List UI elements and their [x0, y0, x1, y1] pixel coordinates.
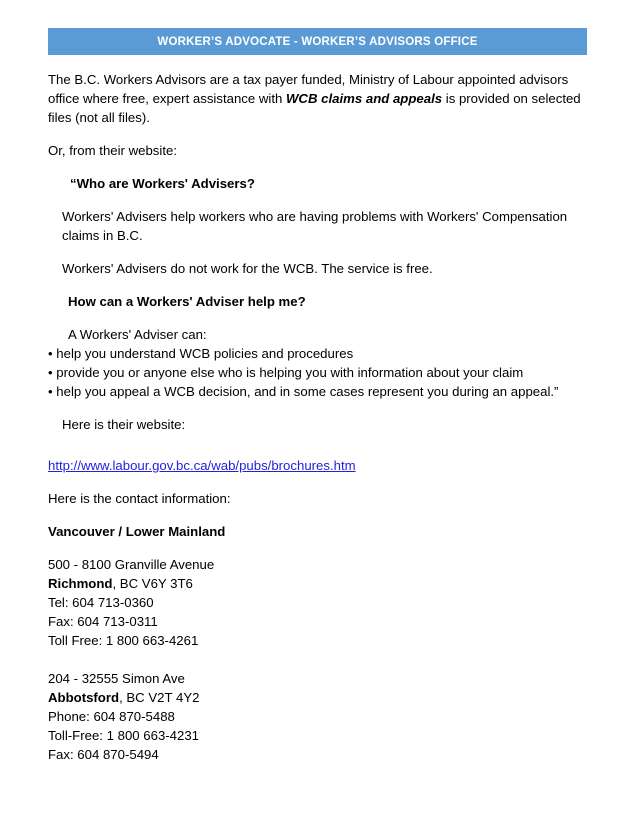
office-address-block: [48, 555, 593, 650]
office-city-rest: , BC V2T 4Y2: [119, 690, 200, 705]
intro-text-part1: The B.C. Workers Advisors are a tax payer funded, Ministry of Labour appointed advisors office where free, expert assistance with: [48, 72, 569, 106]
website-link[interactable]: http://www.labour.gov.bc.ca/wab/pubs/brochures.htm: [48, 458, 356, 473]
office-phone-fax: Fax: 604 713-0311: [48, 614, 158, 629]
office-city: Richmond: [48, 576, 113, 591]
office-phone-fax: Fax: 604 870-5494: [48, 747, 159, 762]
office-city-rest: , BC V6Y 3T6: [112, 576, 193, 591]
quote-heading-how: How can a Workers' Adviser help me?: [68, 294, 306, 309]
office-phone-tollfree: Toll-Free: 1 800 663-4231: [48, 728, 200, 743]
office-address-block: [48, 669, 593, 764]
office-city: Abbotsford: [48, 690, 120, 705]
office-phone-tel: Tel: 604 713-0360: [48, 595, 154, 610]
office-street: 500 - 8100 Granville Avenue: [48, 557, 215, 572]
intro-paragraph: [48, 70, 593, 127]
section-banner: [48, 28, 587, 55]
banner-title: WORKER’S ADVOCATE - WORKER’S ADVISORS OFFICE: [157, 35, 478, 48]
website-here-paragraph: Here is their website:: [62, 417, 186, 432]
office-city-line: [48, 688, 593, 707]
office-city-line: [48, 574, 593, 593]
list-item: • provide you or anyone else who is helping you with information about your claim: [48, 365, 524, 380]
spacer: [48, 650, 593, 669]
office-street: 204 - 32555 Simon Ave: [48, 671, 185, 686]
spacer: [48, 448, 593, 456]
quote-list-lead: A Workers' Adviser can:: [68, 327, 207, 342]
list-item: • help you appeal a WCB decision, and in some cases represent you during an appeal.”: [48, 384, 559, 399]
quote-heading-who: “Who are Workers' Advisers?: [70, 176, 255, 191]
intro-text-part2: is provided on selected files (not all files).: [48, 91, 581, 125]
document-content: [48, 70, 593, 764]
intro-emphasis: WCB claims and appeals: [285, 91, 443, 106]
list-item: • help you understand WCB policies and procedures: [48, 346, 354, 361]
office-phone-main: Phone: 604 870-5488: [48, 709, 175, 724]
quote-bullet-list: [48, 344, 593, 401]
region-heading: Vancouver / Lower Mainland: [48, 524, 226, 539]
office-phone-tollfree: Toll Free: 1 800 663-4261: [48, 633, 199, 648]
website-lead-paragraph: Or, from their website:: [48, 143, 177, 158]
spacer: [48, 401, 593, 415]
quote-paragraph-2: Workers' Advisers do not work for the WCB. The service is free.: [62, 261, 433, 276]
contact-lead-paragraph: Here is the contact information:: [48, 491, 231, 506]
spacer: [48, 475, 593, 489]
quote-paragraph-1: Workers' Advisers help workers who are having problems with Workers' Compensation claims in B.C.: [62, 209, 568, 243]
